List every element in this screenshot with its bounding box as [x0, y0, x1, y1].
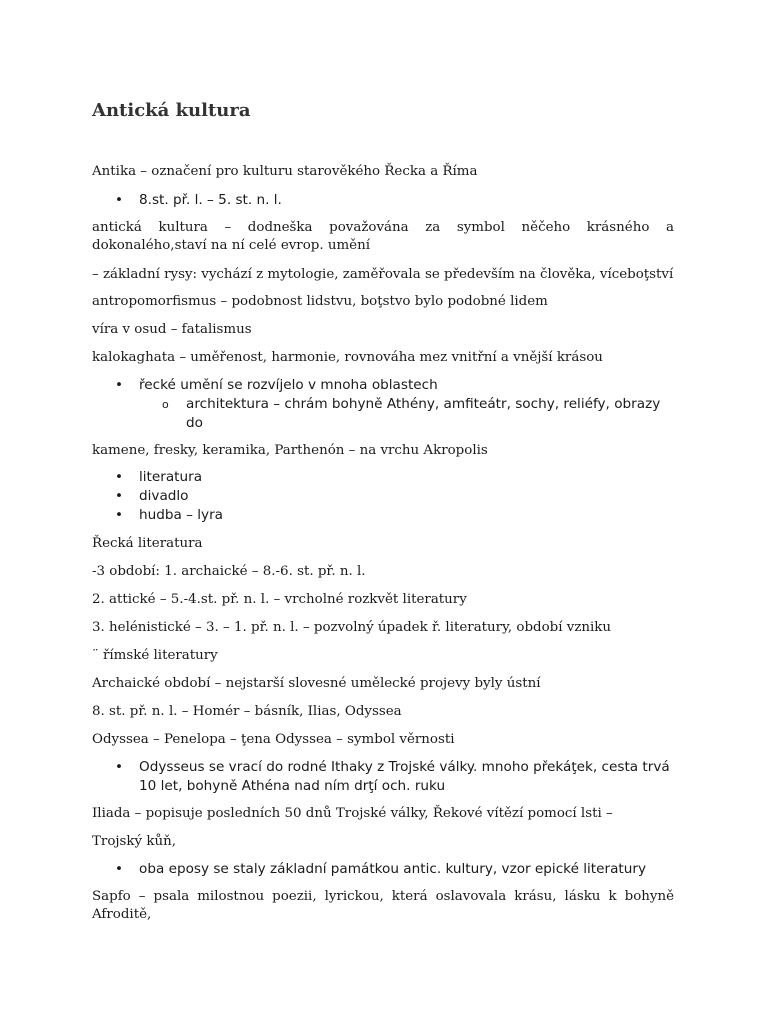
paragraph-anticka-kultura: antická kultura – dodneška považována za symbol něčeho krásného a dokonalého,staví na ní celé evrop. umění [92, 220, 674, 253]
bullet-oba-eposy: • oba eposy se staly základní památkou antic. kultury, vzor epické literatury [139, 860, 674, 879]
paragraph-zakladni-rysy: – základní rysy: vychází z mytologie, zaměřovala se především na člověka, víceboţství [92, 267, 674, 282]
paragraph-iliada: Iliada – popisuje posledních 50 dnů Trojské války, Řekové vítězí pomocí lsti – [92, 806, 613, 821]
paragraph-vira-v-osud: víra v osud – fatalismus [92, 322, 252, 337]
bullet-period: • 8.st. př. l. – 5. st. n. l. [139, 191, 674, 210]
bullet-literatura: • literatura [139, 468, 674, 487]
paragraph-recka-literatura: Řecká literatura [92, 536, 203, 551]
bullet-recke-umeni: • řecké umění se rozvíjelo v mnoha oblastech [139, 376, 674, 395]
paragraph-helenisticke: 3. helénistické – 3. – 1. př. n. l. – pozvolný úpadek ř. literatury, období vzniku [92, 620, 612, 635]
paragraph-archaicke-obdobi: Archaické období – nejstarší slovesné umělecké projevy byly ústní [92, 676, 541, 691]
bullet-odysseus: • Odysseus se vrací do rodné Ithaky z Trojské války. mnoho překáţek, cesta trvá 10 let, bohyně Athéna nad ním drţí och. ruku [139, 758, 674, 796]
paragraph-kamene: kamene, fresky, keramika, Parthenón – na vrchu Akropolis [92, 443, 488, 458]
paragraph-trojsky-kun: Trojský kůň, [92, 834, 176, 849]
paragraph-antika: Antika – označení pro kulturu starověkého Řecka a Říma [92, 164, 478, 179]
paragraph-rimske-literatury: ¨ římské literatury [92, 648, 218, 663]
bullet-hudba: • hudba – lyra [139, 506, 674, 525]
paragraph-odyssea: Odyssea – Penelopa – ţena Odyssea – symbol věrnosti [92, 732, 455, 747]
paragraph-kalokaghata: kalokaghata – uměřenost, harmonie, rovnováha mez vnitřní a vnější krásou [92, 350, 603, 365]
paragraph-sapfo: Sapfo – psala milostnou poezii, lyrickou, která oslavovala krásu, lásku k bohyně Afroditě, [92, 889, 674, 922]
subbullet-architektura: o architektura – chrám bohyně Athény, amfiteátr, sochy, reliéfy, obrazy do [186, 395, 674, 433]
document-title: Antická kultura [92, 100, 251, 121]
paragraph-3-obdobi: -3 období: 1. archaické – 8.-6. st. př. n. l. [92, 564, 366, 579]
paragraph-homer: 8. st. př. n. l. – Homér – básník, Ilias, Odyssea [92, 704, 402, 719]
paragraph-atticke: 2. attické – 5.-4.st. př. n. l. – vrcholné rozkvět literatury [92, 592, 467, 607]
paragraph-antropomorfismus: antropomorfismus – podobnost lidstvu, boţstvo bylo podobné lidem [92, 294, 548, 309]
bullet-divadlo: • divadlo [139, 487, 674, 506]
